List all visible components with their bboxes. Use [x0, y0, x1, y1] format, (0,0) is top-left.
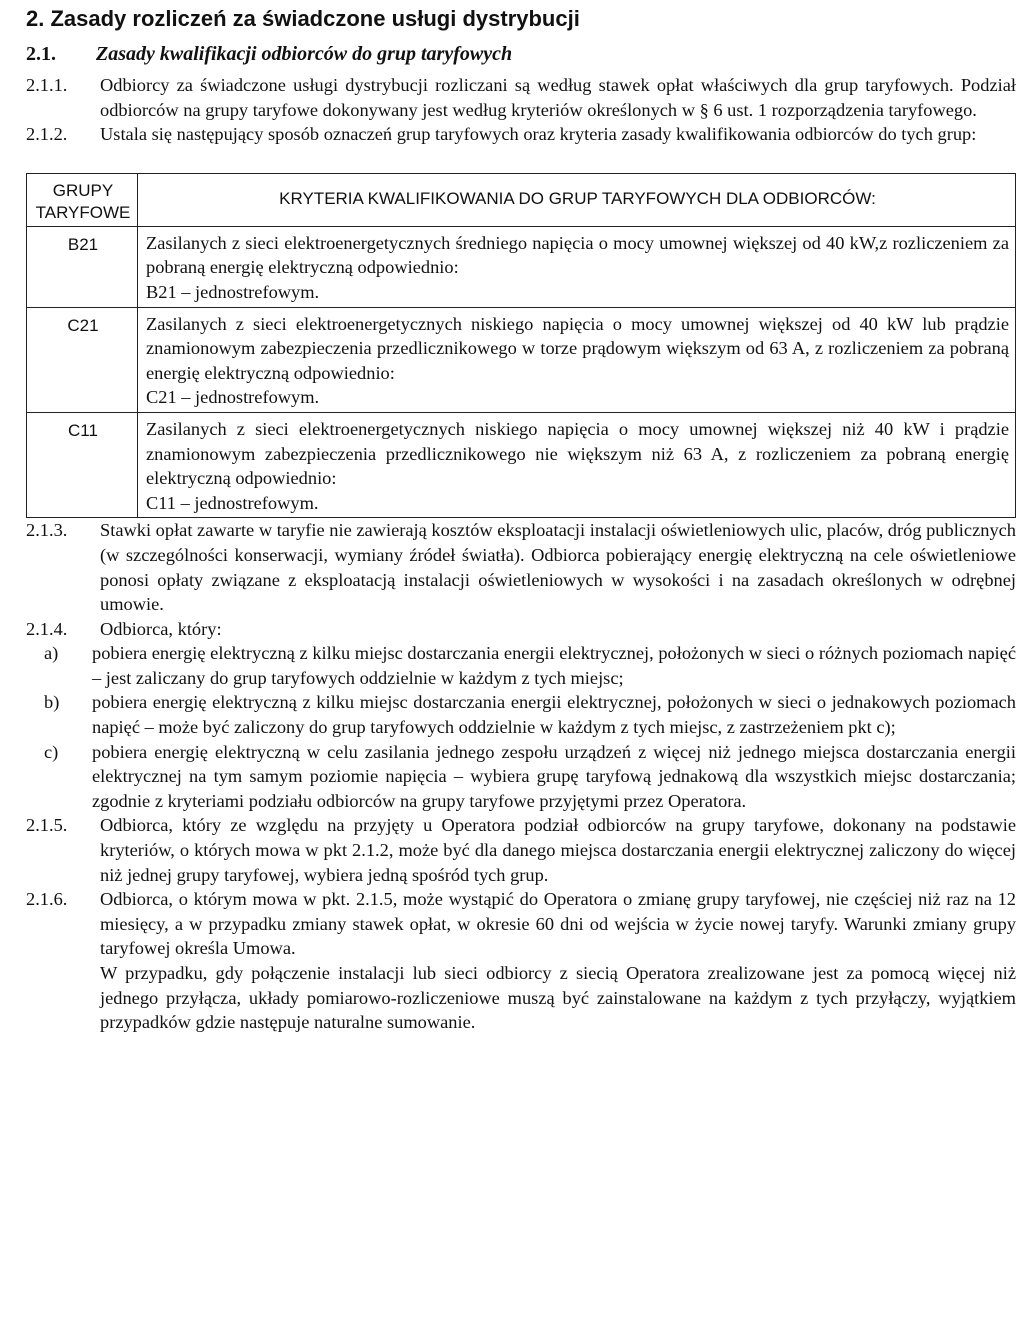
paragraph-2-1-5	[26, 813, 1016, 887]
table-row	[27, 307, 1016, 412]
paragraph-number: 2.1.3.	[26, 520, 68, 541]
paragraph-number: 2.1.6.	[26, 889, 68, 910]
list-item-text: pobiera energię elektryczną z kilku miejsc dostarczania energii elektrycznej, położonych w sieci o jednakowych poziomach napięć – może być zaliczony do grup taryfowych oddzielnie w każdym z tych miejsc, z zastrzeżeniem pkt c);	[92, 692, 1016, 738]
list-item-marker: c)	[44, 741, 59, 762]
subsection-title: Zasady kwalifikacji odbiorców do grup taryfowych	[96, 43, 513, 65]
paragraph-2-1-4	[26, 617, 1016, 642]
group-code: C11	[27, 412, 138, 517]
group-criteria	[138, 226, 1016, 307]
header-groups: GRUPY TARYFOWE	[27, 173, 138, 226]
criteria-subtext: B21 – jednostrefowym.	[146, 281, 320, 302]
list-item-b	[44, 690, 1016, 739]
group-code: C21	[27, 307, 138, 412]
group-code: B21	[27, 226, 138, 307]
paragraph-text: Odbiorca, który ze względu na przyjęty u Operatora podział odbiorców na grupy taryfowe, dokonany na podstawie kryteriów, o których mowa w pkt 2.1.2, może być dla danego miejsca dostarczania energii elektrycznej zaliczony do więcej niż jednej grupy taryfowej, wybiera jedną spośród tych grup.	[100, 815, 1016, 885]
paragraph-2-1-6	[26, 887, 1016, 961]
subsection-number: 2.1.	[26, 43, 56, 65]
table-row	[27, 226, 1016, 307]
list-item-marker: a)	[44, 643, 59, 664]
paragraph-number: 2.1.2.	[26, 124, 68, 145]
criteria-text: Zasilanych z sieci elektroenergetycznych średniego napięcia o mocy umownej większej od 40 kW,z rozliczeniem za pobraną energię elektryczną odpowiednio:	[146, 232, 1009, 278]
list-item-c	[44, 740, 1016, 814]
paragraph-number: 2.1.4.	[26, 618, 68, 639]
subsection-heading	[26, 41, 1024, 67]
paragraph-2-1-2	[26, 122, 1016, 147]
paragraph-text: Ustala się następujący sposób oznaczeń grup taryfowych oraz kryteria zasady kwalifikowania odbiorców do tych grup:	[100, 124, 977, 145]
group-criteria	[138, 412, 1016, 517]
criteria-text: Zasilanych z sieci elektroenergetycznych niskiego napięcia o mocy umownej większej od 40 kW lub prądzie znamionowym zabezpieczenia przedlicznikowego w torze prądowym większym od 63 A, z rozliczeniem za pobraną energię elektryczną odpowiednio:	[146, 313, 1009, 383]
criteria-subtext: C11 – jednostrefowym.	[146, 492, 319, 513]
tariff-groups-table	[26, 173, 1016, 519]
section-heading: 2. Zasady rozliczeń za świadczone usługi dystrybucji	[26, 6, 580, 31]
list-item-text: pobiera energię elektryczną z kilku miejsc dostarczania energii elektrycznej, położonych w sieci o różnych poziomach napięć – jest zaliczany do grup taryfowych oddzielnie w każdym z tych miejsc;	[92, 643, 1016, 688]
group-criteria	[138, 307, 1016, 412]
paragraph-text: Odbiorcy za świadczone usługi dystrybucji rozliczani są według stawek opłat właściwych dla grup taryfowych. Podział odbiorców na grupy taryfowe dokonywany jest według kryteriów określonych w § 6 ust. 1 rozporządzenia taryfowego.	[100, 75, 1016, 120]
paragraph-2-1-3	[26, 518, 1016, 616]
paragraph-text: Stawki opłat zawarte w taryfie nie zawierają kosztów eksploatacji instalacji oświetleniowych ulic, placów, dróg publicznych (w szczególności konserwacji, wymiany źródeł światła). Odbiorca pobierający energię elektryczną na cele oświetleniowe ponosi opłaty związane z eksploatacją instalacji oświetleniowych w wysokości i na zasadach określonych w odrębnej umowie.	[100, 520, 1016, 615]
criteria-subtext: C21 – jednostrefowym.	[146, 387, 320, 408]
paragraph-2-1-6-continuation: W przypadku, gdy połączenie instalacji lub sieci odbiorcy z siecią Operatora zrealizowane jest za pomocą więcej niż jednego przyłącza, układy pomiarowo-rozliczeniowe muszą być zainstalowane na każdym z tych przyłączy, wyjątkiem przypadków gdzie następuje naturalne sumowanie.	[100, 963, 1016, 1033]
paragraph-text: Odbiorca, o którym mowa w pkt. 2.1.5, może wystąpić do Operatora o zmianę grupy taryfowej, nie częściej niż raz na 12 miesięcy, a w przypadku zmiany stawek opłat, w okresie 60 dni od wejścia w życie nowej taryfy. Warunki zmiany grupy taryfowej określa Umowa.	[100, 889, 1016, 959]
paragraph-number: 2.1.1.	[26, 75, 68, 95]
list-item-a	[44, 641, 1016, 690]
list-item-marker: b)	[44, 692, 60, 713]
table-row	[27, 412, 1016, 517]
paragraph-text: Odbiorca, który:	[100, 618, 222, 639]
criteria-text: Zasilanych z sieci elektroenergetycznych niskiego napięcia o mocy umownej większej niż 40 kW i prądzie znamionowym zabezpieczenia przedlicznikowego nie większym niż 63 A, z rozliczeniem za pobraną energię elektryczną odpowiednio:	[146, 418, 1009, 489]
paragraph-2-1-1	[26, 73, 1016, 122]
header-criteria: KRYTERIA KWALIFIKOWANIA DO GRUP TARYFOWYCH DLA ODBIORCÓW:	[138, 173, 1016, 226]
list-item-text: pobiera energię elektryczną w celu zasilania jednego zespołu urządzeń z więcej niż jednego miejsca dostarczania energii elektrycznej na tym samym poziomie napięcia – wybiera grupę taryfową jednakową dla wszystkich miejsc dostarczania; zgodnie z kryteriami podziału odbiorców na grupy taryfowe przyjętymi przez Operatora.	[92, 741, 1016, 811]
table-header-row	[27, 173, 1016, 226]
paragraph-number: 2.1.5.	[26, 815, 68, 836]
